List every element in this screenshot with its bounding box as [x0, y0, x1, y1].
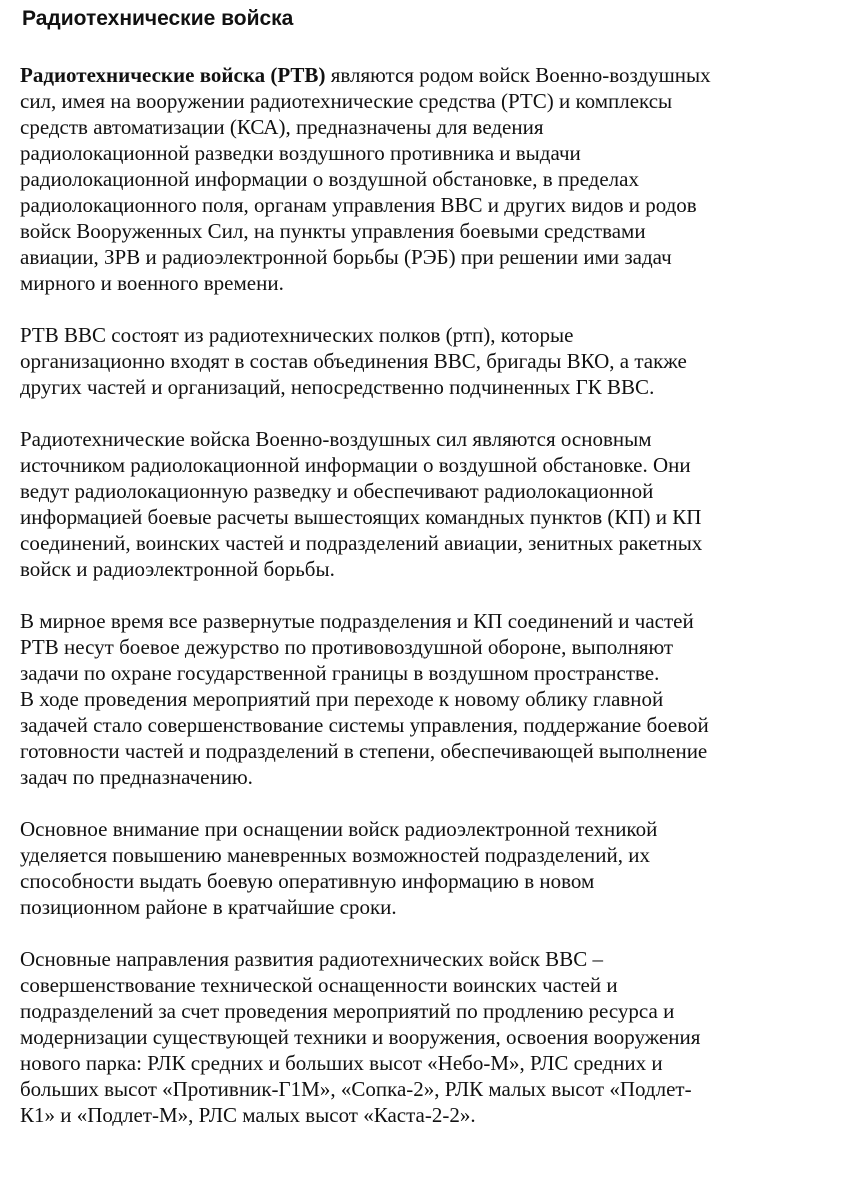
paragraph-development-directions	[20, 946, 845, 1128]
text-line: готовности частей и подразделений в степени, обеспечивающей выполнение	[20, 739, 708, 763]
text-line: совершенствование технической оснащенности воинских частей и	[20, 973, 618, 997]
text-line: В мирное время все развернутые подразделения и КП соединений и частей	[20, 609, 694, 633]
text-line: Радиотехнические войска Военно-воздушных сил являются основным	[20, 427, 652, 451]
text-line: радиолокационной информации о воздушной обстановке, в пределах	[20, 167, 639, 191]
text-fragment: являются родом войск Военно-воздушных	[325, 63, 711, 87]
text-line: войск Вооруженных Сил, на пункты управления боевыми средствами	[20, 219, 646, 243]
text-line: способности выдать боевую оперативную информацию в новом	[20, 869, 595, 893]
text-line: источником радиолокационной информации о воздушной обстановке. Они	[20, 453, 691, 477]
text-line: информацией боевые расчеты вышестоящих командных пунктов (КП) и КП	[20, 505, 702, 529]
text-line: задачи по охране государственной границы в воздушном пространстве.	[20, 661, 660, 685]
paragraph-lead: Радиотехнические войска (РТВ)	[20, 63, 326, 87]
text-line: мирного и военного времени.	[20, 271, 284, 295]
text-line: позиционном районе в кратчайшие сроки.	[20, 895, 397, 919]
text-line: радиолокационного поля, органам управления ВВС и других видов и родов	[20, 193, 697, 217]
text-line: других частей и организаций, непосредственно подчиненных ГК ВВС.	[20, 375, 655, 399]
text-line	[20, 62, 845, 88]
paragraph-peacetime-duty	[20, 608, 845, 790]
text-line: уделяется повышению маневренных возможностей подразделений, их	[20, 843, 650, 867]
text-line: Основное внимание при оснащении войск радиоэлектронной техникой	[20, 817, 658, 841]
text-line: задачей стало совершенствование системы управления, поддержание боевой	[20, 713, 709, 737]
text-line: войск и радиоэлектронной борьбы.	[20, 557, 335, 581]
text-line: подразделений за счет проведения мероприятий по продлению ресурса и	[20, 999, 675, 1023]
document-title: Радиотехнические войска	[22, 7, 294, 30]
text-line: авиации, ЗРВ и радиоэлектронной борьбы (РЭБ) при решении ими задач	[20, 245, 672, 269]
text-line: больших высот «Противник-Г1М», «Сопка-2», РЛК малых высот «Подлет-	[20, 1077, 692, 1101]
text-line: радиолокационной разведки воздушного противника и выдачи	[20, 141, 581, 165]
paragraph-rtv-role	[20, 426, 845, 582]
text-line: соединений, воинских частей и подразделений авиации, зенитных ракетных	[20, 531, 703, 555]
text-line: организационно входят в состав объединения ВВС, бригады ВКО, а также	[20, 349, 687, 373]
text-line: нового парка: РЛК средних и больших высот «Небо-М», РЛС средних и	[20, 1051, 663, 1075]
text-line: модернизации существующей техники и вооружения, освоения вооружения	[20, 1025, 701, 1049]
paragraph-rtv-structure	[20, 322, 845, 400]
text-line: ведут радиолокационную разведку и обеспечивают радиолокационной	[20, 479, 654, 503]
text-line: Основные направления развития радиотехнических войск ВВС –	[20, 947, 603, 971]
paragraph-rtv-definition	[20, 62, 845, 296]
text-line: задач по предназначению.	[20, 765, 253, 789]
paragraph-equipment-focus	[20, 816, 845, 920]
text-line: К1» и «Подлет-М», РЛС малых высот «Каста-2-2».	[20, 1103, 476, 1127]
text-line: сил, имея на вооружении радиотехнические средства (РТС) и комплексы	[20, 89, 673, 113]
text-line: РТВ ВВС состоят из радиотехнических полков (ртп), которые	[20, 323, 574, 347]
text-line: РТВ несут боевое дежурство по противовоздушной обороне, выполняют	[20, 635, 674, 659]
text-line: В ходе проведения мероприятий при переходе к новому облику главной	[20, 687, 664, 711]
text-line: средств автоматизации (КСА), предназначены для ведения	[20, 115, 544, 139]
